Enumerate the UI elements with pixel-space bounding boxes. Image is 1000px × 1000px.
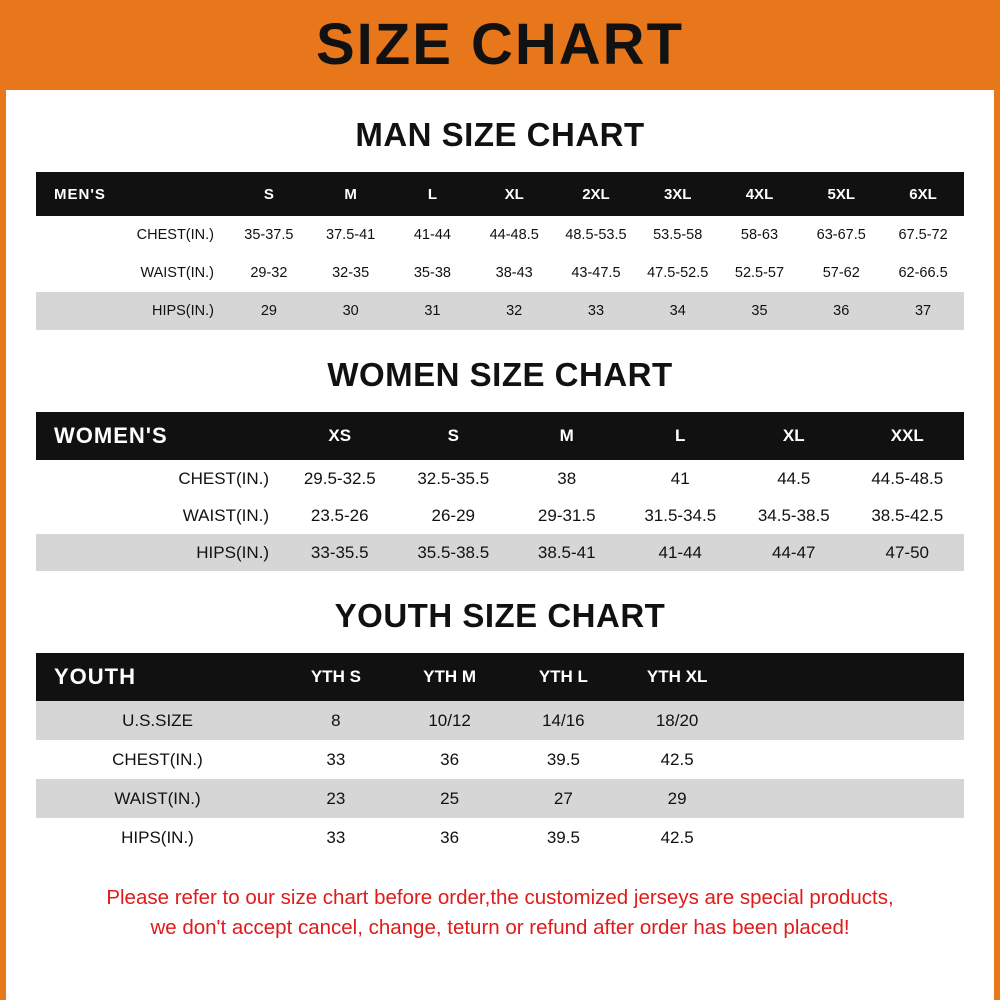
men-cell: 43-47.5 <box>555 254 637 292</box>
youth-cell: 42.5 <box>620 740 734 779</box>
men-cell: 33 <box>555 292 637 330</box>
youth-row-spacer <box>734 701 964 740</box>
youth-section-title: YOUTH SIZE CHART <box>334 597 666 634</box>
women-table-wrapper <box>6 412 994 571</box>
men-cell: 47.5-52.5 <box>637 254 719 292</box>
men-cell: 57-62 <box>800 254 882 292</box>
women-cell: 41 <box>624 460 738 497</box>
youth-row-label: WAIST(IN.) <box>36 779 279 818</box>
men-cell: 35-37.5 <box>228 216 310 254</box>
men-col-header: 5XL <box>800 172 882 216</box>
table-row <box>36 779 964 818</box>
table-row <box>36 460 964 497</box>
men-table-wrapper <box>6 172 994 330</box>
men-cell: 53.5-58 <box>637 216 719 254</box>
women-cell: 23.5-26 <box>283 497 397 534</box>
women-section-title: WOMEN SIZE CHART <box>327 356 673 393</box>
women-table-header-row <box>36 412 964 460</box>
table-row <box>36 740 964 779</box>
men-table-corner-label: MEN'S <box>36 172 228 216</box>
men-cell: 67.5-72 <box>882 216 964 254</box>
table-row <box>36 497 964 534</box>
women-cell: 35.5-38.5 <box>397 534 511 571</box>
youth-cell: 10/12 <box>393 701 507 740</box>
page-title: SIZE CHART <box>316 12 684 77</box>
youth-cell: 8 <box>279 701 393 740</box>
women-row-label: HIPS(IN.) <box>36 534 283 571</box>
men-col-header: XL <box>473 172 555 216</box>
footer-policy-note <box>6 883 994 942</box>
men-cell: 35-38 <box>392 254 474 292</box>
women-cell: 44.5 <box>737 460 851 497</box>
men-cell: 31 <box>392 292 474 330</box>
women-cell: 33-35.5 <box>283 534 397 571</box>
youth-cell: 33 <box>279 740 393 779</box>
men-cell: 62-66.5 <box>882 254 964 292</box>
men-cell: 36 <box>800 292 882 330</box>
women-col-header: XXL <box>851 412 965 460</box>
women-col-header: XL <box>737 412 851 460</box>
men-col-header: 2XL <box>555 172 637 216</box>
table-row <box>36 216 964 254</box>
men-cell: 38-43 <box>473 254 555 292</box>
men-cell: 41-44 <box>392 216 474 254</box>
men-size-table <box>36 172 964 330</box>
youth-cell: 14/16 <box>507 701 621 740</box>
youth-row-spacer <box>734 740 964 779</box>
footer-line-2: we don't accept cancel, change, teturn or refund after order has been placed! <box>150 915 850 939</box>
women-cell: 29.5-32.5 <box>283 460 397 497</box>
men-cell: 63-67.5 <box>800 216 882 254</box>
youth-cell: 36 <box>393 818 507 857</box>
youth-cell: 29 <box>620 779 734 818</box>
women-row-label: WAIST(IN.) <box>36 497 283 534</box>
youth-header-spacer <box>734 653 964 701</box>
women-cell: 34.5-38.5 <box>737 497 851 534</box>
women-cell: 47-50 <box>851 534 965 571</box>
youth-col-header: YTH S <box>279 653 393 701</box>
women-cell: 32.5-35.5 <box>397 460 511 497</box>
women-cell: 26-29 <box>397 497 511 534</box>
men-cell: 37 <box>882 292 964 330</box>
women-cell: 38 <box>510 460 624 497</box>
women-row-label: CHEST(IN.) <box>36 460 283 497</box>
men-cell: 58-63 <box>719 216 801 254</box>
footer-line-1: Please refer to our size chart before order,the customized jerseys are special products, <box>106 886 894 909</box>
men-cell: 52.5-57 <box>719 254 801 292</box>
men-cell: 30 <box>310 292 392 330</box>
men-col-header: M <box>310 172 392 216</box>
youth-cell: 25 <box>393 779 507 818</box>
men-cell: 32-35 <box>310 254 392 292</box>
women-col-header: XS <box>283 412 397 460</box>
youth-col-header: YTH XL <box>620 653 734 701</box>
men-cell: 32 <box>473 292 555 330</box>
men-cell: 48.5-53.5 <box>555 216 637 254</box>
youth-row-label: U.S.SIZE <box>36 701 279 740</box>
youth-cell: 27 <box>507 779 621 818</box>
page-header-band <box>6 0 994 90</box>
women-cell: 31.5-34.5 <box>624 497 738 534</box>
men-col-header: L <box>392 172 474 216</box>
women-col-header: S <box>397 412 511 460</box>
youth-cell: 23 <box>279 779 393 818</box>
men-cell: 35 <box>719 292 801 330</box>
youth-row-spacer <box>734 779 964 818</box>
youth-col-header: YTH L <box>507 653 621 701</box>
men-table-header-row <box>36 172 964 216</box>
youth-table-corner-label: YOUTH <box>36 653 279 701</box>
men-col-header: 3XL <box>637 172 719 216</box>
youth-row-label: CHEST(IN.) <box>36 740 279 779</box>
men-section-title: MAN SIZE CHART <box>355 116 645 153</box>
table-row <box>36 701 964 740</box>
youth-table-wrapper <box>6 653 994 857</box>
table-row <box>36 818 964 857</box>
men-cell: 29-32 <box>228 254 310 292</box>
women-table-corner-label: WOMEN'S <box>36 412 283 460</box>
table-row <box>36 254 964 292</box>
youth-cell: 39.5 <box>507 740 621 779</box>
men-cell: 44-48.5 <box>473 216 555 254</box>
women-cell: 44.5-48.5 <box>851 460 965 497</box>
youth-col-header: YTH M <box>393 653 507 701</box>
youth-cell: 33 <box>279 818 393 857</box>
women-cell: 38.5-42.5 <box>851 497 965 534</box>
men-row-label: HIPS(IN.) <box>36 292 228 330</box>
women-size-table <box>36 412 964 571</box>
men-cell: 37.5-41 <box>310 216 392 254</box>
youth-cell: 39.5 <box>507 818 621 857</box>
youth-cell: 18/20 <box>620 701 734 740</box>
men-col-header: 4XL <box>719 172 801 216</box>
women-col-header: M <box>510 412 624 460</box>
women-cell: 29-31.5 <box>510 497 624 534</box>
men-cell: 34 <box>637 292 719 330</box>
women-cell: 44-47 <box>737 534 851 571</box>
youth-cell: 42.5 <box>620 818 734 857</box>
youth-row-spacer <box>734 818 964 857</box>
table-row <box>36 534 964 571</box>
table-row <box>36 292 964 330</box>
men-row-label: WAIST(IN.) <box>36 254 228 292</box>
men-row-label: CHEST(IN.) <box>36 216 228 254</box>
men-col-header: 6XL <box>882 172 964 216</box>
men-col-header: S <box>228 172 310 216</box>
men-cell: 29 <box>228 292 310 330</box>
youth-row-label: HIPS(IN.) <box>36 818 279 857</box>
youth-size-table <box>36 653 964 857</box>
women-cell: 38.5-41 <box>510 534 624 571</box>
youth-table-header-row <box>36 653 964 701</box>
women-col-header: L <box>624 412 738 460</box>
women-cell: 41-44 <box>624 534 738 571</box>
youth-cell: 36 <box>393 740 507 779</box>
